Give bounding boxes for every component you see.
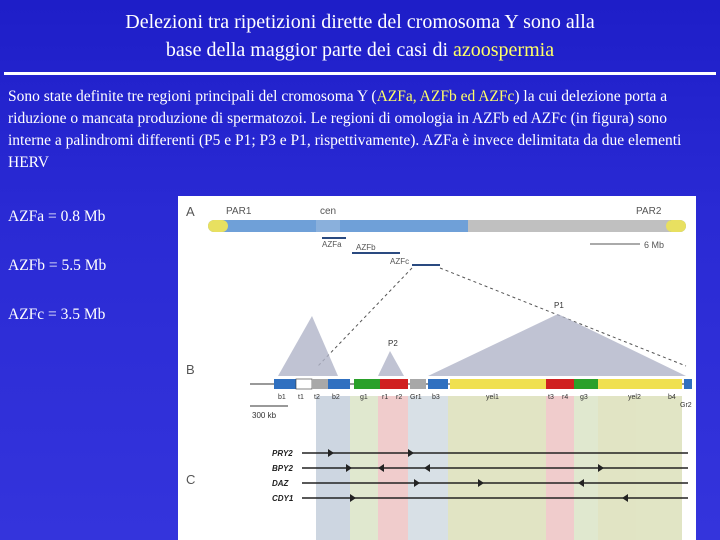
amplicon-label: b3 <box>432 394 440 401</box>
par1-label: PAR1 <box>226 206 252 217</box>
amplicon-yel1 <box>450 379 546 389</box>
amplicon-label: yel2 <box>628 394 641 401</box>
region-azfc-size: AZFc = 3.5 Mb <box>8 306 106 323</box>
amplicon-label: b4 <box>668 394 676 401</box>
palindrome-p3 <box>278 316 338 376</box>
intro-highlight: AZFa, AZFb ed AZFc <box>376 88 515 105</box>
gene-labels <box>272 449 294 503</box>
amplicon-label: t2 <box>314 394 320 401</box>
palindrome-p1 <box>428 314 686 376</box>
amplicon-label: b2 <box>332 394 340 401</box>
amplicon-b1 <box>274 379 296 389</box>
palindrome-p2 <box>378 351 404 376</box>
palindromes <box>278 301 686 376</box>
panel-c-label: C <box>186 472 196 487</box>
chromosome-overview <box>208 206 686 266</box>
centromere-segment <box>316 220 340 232</box>
intro-paragraph <box>8 86 712 174</box>
panel-a-label: A <box>186 204 195 219</box>
amplicon-row <box>250 379 692 389</box>
par1-segment <box>208 220 228 232</box>
amplicon-label: yel1 <box>486 394 499 401</box>
amplicon-label: Gr1 <box>410 394 422 401</box>
amplicon-r4 <box>560 379 574 389</box>
amplicon-b3 <box>428 379 448 389</box>
amplicon-g3 <box>574 379 598 389</box>
amplicon-t3 <box>546 379 560 389</box>
title-line-1: Delezioni tra ripetizioni dirette del cromosoma Y sono alla <box>125 11 595 33</box>
scale-a-label: 6 Mb <box>644 240 665 250</box>
amplicon-label: r1 <box>382 394 389 401</box>
amplicon-r2 <box>394 379 408 389</box>
amplicon-b2 <box>328 379 350 389</box>
par2-label: PAR2 <box>636 206 662 217</box>
scale-b-label: 300 kb <box>252 411 277 420</box>
title-divider <box>4 72 716 75</box>
amplicon-yel2 <box>598 379 682 389</box>
panel-b-label: B <box>186 362 195 377</box>
intro-part-1: Sono state definite tre regioni principali del cromosoma Y ( <box>8 88 377 105</box>
gene-label-daz: DAZ <box>272 479 289 488</box>
amplicon-b4 <box>684 379 692 389</box>
gene-label-pry2: PRY2 <box>272 449 293 458</box>
par2-segment <box>666 220 686 232</box>
title-line-2-text: base della maggior parte dei casi di <box>165 39 454 61</box>
region-azfb-size: AZFb = 5.5 Mb <box>8 257 107 274</box>
slide-title <box>0 8 720 64</box>
p2-label: P2 <box>388 339 398 348</box>
title-line-2 <box>0 36 720 64</box>
azfc-label: AZFc <box>390 257 410 266</box>
amplicon-label: g3 <box>580 394 588 401</box>
amplicon-label: r2 <box>396 394 403 401</box>
amplicon-label: t3 <box>548 394 554 401</box>
gene-label-bpy2: BPY2 <box>272 464 293 473</box>
amplicon-t1 <box>296 379 312 389</box>
amplicon-label: g1 <box>360 394 368 401</box>
gene-label-cdy1: CDY1 <box>272 494 294 503</box>
amplicon-g1 <box>354 379 380 389</box>
title-accent-word: azoospermia <box>453 39 555 61</box>
amplicon-r1 <box>380 379 394 389</box>
azfa-label: AZFa <box>322 240 342 249</box>
amplicon-t2 <box>312 379 328 389</box>
amplicon-gr1 <box>410 379 426 389</box>
intro-part-2: ) la cui delezione porta a riduzione o mancata produzione di spermatozoi. Le regioni di omologia in AZFb ed AZFc (in figura) sono interne a palindromi differenti (P5 e P1; P3 e P1, rispettivamente). AZFa è invece delimitata da due elementi HERV <box>8 88 682 171</box>
amplicon-label: b1 <box>278 394 286 401</box>
amplicon-label: t1 <box>298 394 304 401</box>
heterochromatin-segment <box>468 220 670 232</box>
chromosome-y-figure <box>178 196 696 540</box>
amplicon-label: r4 <box>562 394 569 401</box>
p1-label: P1 <box>554 301 564 310</box>
azfb-label: AZFb <box>356 243 376 252</box>
region-azfa-size: AZFa = 0.8 Mb <box>8 208 106 225</box>
amplicon-label: Gr2 <box>680 402 692 409</box>
zoom-line-left <box>318 268 412 366</box>
cen-label: cen <box>320 206 337 217</box>
